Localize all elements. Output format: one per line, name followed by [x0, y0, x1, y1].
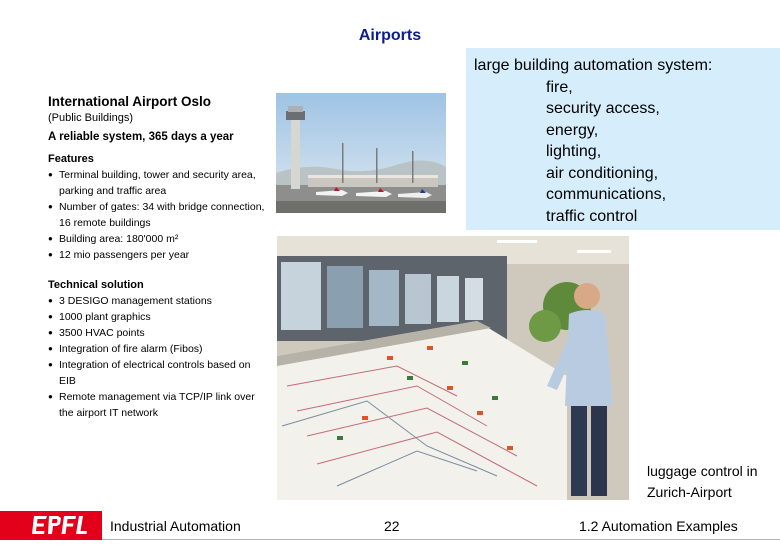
technical-list [48, 293, 268, 421]
technical-item: ● 1000 plant graphics [48, 309, 268, 325]
technical-heading: Technical solution [48, 279, 144, 291]
footer-section-title: 1.2 Automation Examples [579, 518, 738, 534]
features-list [48, 167, 268, 263]
callout-item: fire, [546, 78, 573, 96]
epfl-logo-icon [0, 511, 102, 540]
feature-item: ● Number of gates: 34 with bridge connection, 16 remote buildings [48, 199, 268, 231]
control-room-photo [277, 236, 629, 500]
oslo-subtitle: (Public Buildings) [48, 112, 133, 124]
oslo-airport-illustration [276, 93, 446, 213]
oslo-info-panel [48, 94, 268, 421]
callout-item: air conditioning, [546, 164, 659, 182]
feature-item: ● Terminal building, tower and security area, parking and traffic area [48, 167, 268, 199]
technical-item: ● Integration of fire alarm (Fibos) [48, 341, 268, 357]
caption-line-1: luggage control in [647, 463, 758, 479]
callout-heading: large building automation system: [474, 57, 713, 74]
control-room-illustration [277, 236, 629, 500]
oslo-airport-photo [276, 93, 446, 213]
callout-item: security access, [546, 100, 660, 117]
technical-item: ● Integration of electrical controls based on EIB [48, 357, 268, 389]
oslo-title: International Airport Oslo [48, 94, 212, 109]
footer-course-title: Industrial Automation [110, 518, 241, 534]
feature-item: ● Building area: 180'000 m² [48, 231, 268, 247]
callout-item: energy, [546, 121, 599, 139]
oslo-tagline: A reliable system, 365 days a year [48, 131, 234, 143]
caption-line-2: Zurich-Airport [647, 484, 732, 500]
footer-page-number: 22 [384, 518, 400, 534]
slide-title: Airports [358, 27, 422, 44]
epfl-logo [0, 511, 102, 540]
feature-item: ● 12 mio passengers per year [48, 247, 268, 263]
callout-item: lighting, [546, 143, 602, 160]
callout-item: traffic control [546, 207, 638, 225]
technical-item: ● 3500 HVAC points [48, 325, 268, 341]
technical-item: ● Remote management via TCP/IP link over the airport IT network [48, 389, 268, 421]
callout-list [546, 77, 666, 228]
features-heading: Features [48, 153, 94, 165]
technical-item: ● 3 DESIGO management stations [48, 293, 268, 309]
photo-caption [647, 461, 758, 503]
callout-item: communications, [546, 186, 667, 203]
callout-box [466, 48, 780, 230]
